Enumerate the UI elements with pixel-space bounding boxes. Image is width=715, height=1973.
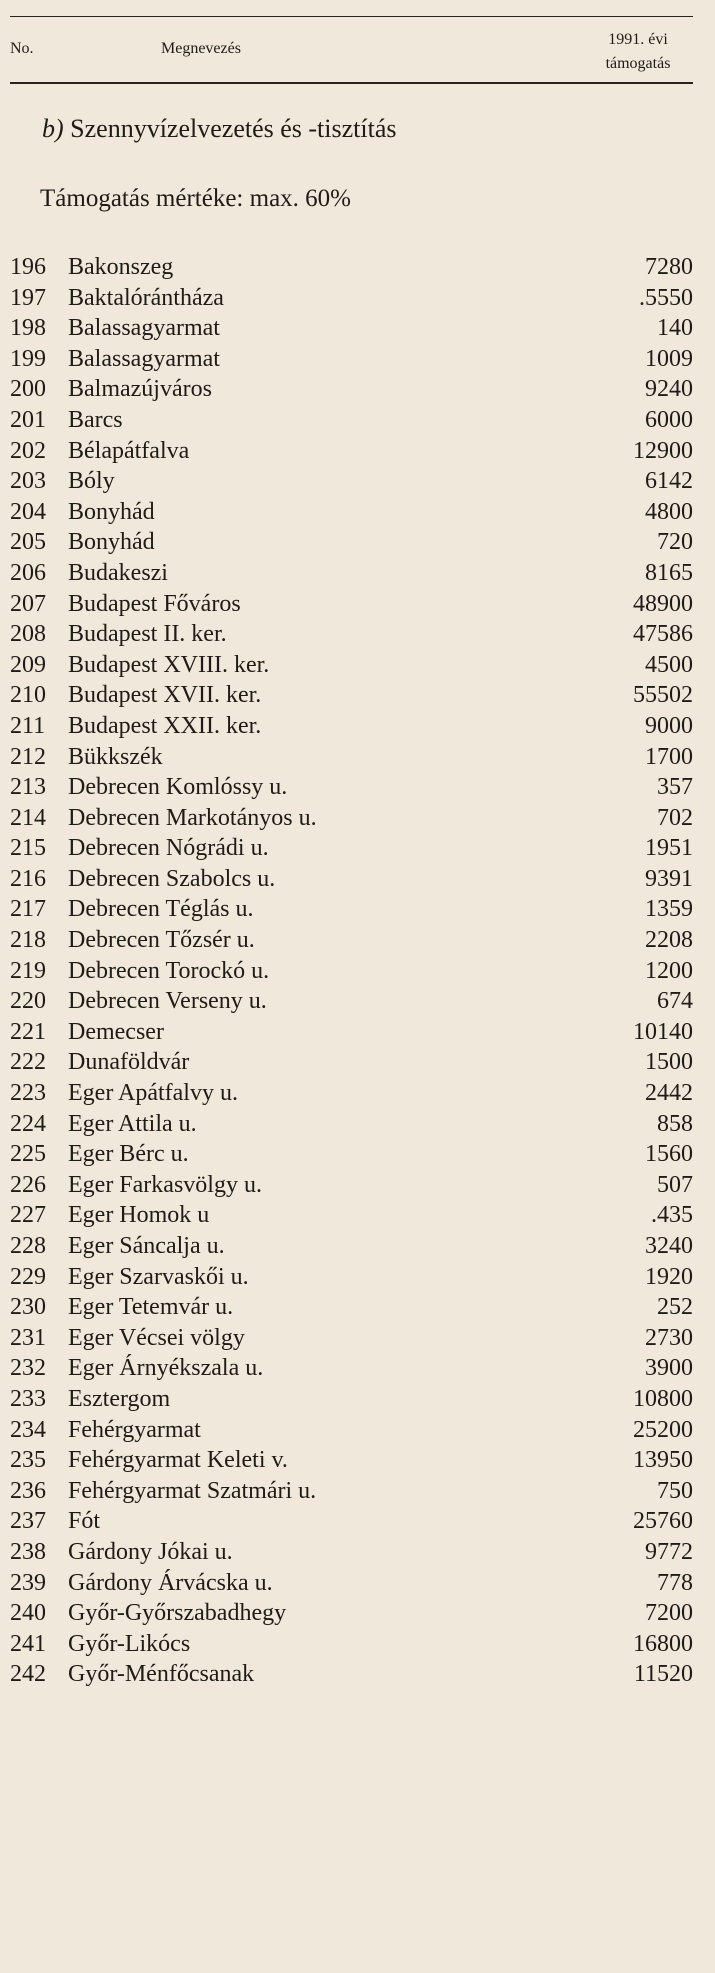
table-row	[0, 1445, 715, 1476]
header-name: Megnevezés	[161, 40, 241, 57]
row-name: Eger Apátfalvy u.	[68, 1080, 238, 1107]
table-row	[0, 344, 715, 375]
row-number: 210	[10, 682, 46, 709]
table-row	[0, 925, 715, 956]
row-name: Budapest XVII. ker.	[68, 682, 262, 709]
row-value: 9000	[645, 712, 693, 739]
header-amount	[583, 28, 693, 76]
data-table	[0, 252, 715, 1690]
row-name: Budapest XXII. ker.	[68, 712, 262, 739]
row-value: 720	[657, 529, 693, 556]
table-row	[0, 436, 715, 467]
row-number: 209	[10, 651, 46, 678]
row-number: 230	[10, 1294, 46, 1321]
table-row	[0, 374, 715, 405]
row-value: 48900	[633, 590, 693, 617]
row-name: Demecser	[68, 1018, 164, 1045]
row-value: 4800	[645, 498, 693, 525]
row-number: 213	[10, 774, 46, 801]
row-value: 1560	[645, 1141, 693, 1168]
row-value: 750	[657, 1477, 693, 1504]
row-name: Budapest II. ker.	[68, 621, 227, 648]
row-name: Eger Szarvaskői u.	[68, 1263, 249, 1290]
row-number: 204	[10, 498, 46, 525]
row-value: 55502	[633, 682, 693, 709]
row-name: Győr-Ménfőcsanak	[68, 1661, 255, 1688]
table-row	[0, 283, 715, 314]
row-value: 1200	[645, 957, 693, 984]
row-value: 11520	[633, 1661, 693, 1688]
row-number: 215	[10, 835, 46, 862]
table-row	[0, 894, 715, 925]
row-value: 702	[657, 804, 693, 831]
row-value: 1920	[645, 1263, 693, 1290]
row-value: 47586	[633, 621, 693, 648]
row-number: 238	[10, 1538, 46, 1565]
header-no: No.	[10, 40, 34, 57]
table-row	[0, 772, 715, 803]
row-value: 6142	[645, 468, 693, 495]
table-row	[0, 313, 715, 344]
row-number: 217	[10, 896, 46, 923]
support-rate: Támogatás mértéke: max. 60%	[40, 185, 351, 212]
row-name: Baktalórántháza	[68, 284, 224, 311]
table-row	[0, 1353, 715, 1384]
table-row	[0, 803, 715, 834]
header-rule	[10, 82, 693, 84]
row-name: Eger Bérc u.	[68, 1141, 189, 1168]
row-value: 252	[657, 1294, 693, 1321]
table-row	[0, 864, 715, 895]
row-name: Eger Vécsei völgy	[68, 1324, 245, 1351]
row-number: 239	[10, 1569, 46, 1596]
row-value: 16800	[633, 1630, 693, 1657]
row-value: 6000	[645, 406, 693, 433]
row-value: 1500	[645, 1049, 693, 1076]
row-number: 211	[10, 712, 46, 739]
row-name: Gárdony Árvácska u.	[68, 1569, 273, 1596]
table-row	[0, 1476, 715, 1507]
row-value: .5550	[639, 284, 693, 311]
table-row	[0, 1659, 715, 1690]
row-name: Debrecen Markotányos u.	[68, 804, 317, 831]
row-name: Gárdony Jókai u.	[68, 1538, 233, 1565]
row-number: 216	[10, 865, 46, 892]
table-row	[0, 1323, 715, 1354]
table-row	[0, 1200, 715, 1231]
row-name: Győr-Győrszabadhegy	[68, 1600, 287, 1627]
row-name: Győr-Likócs	[68, 1630, 191, 1657]
row-name: Bélapátfalva	[68, 437, 190, 464]
row-number: 226	[10, 1171, 46, 1198]
table-row	[0, 527, 715, 558]
row-number: 205	[10, 529, 46, 556]
row-value: .435	[651, 1202, 693, 1229]
row-number: 223	[10, 1080, 46, 1107]
row-value: 3240	[645, 1233, 693, 1259]
row-name: Debrecen Torockó u.	[68, 957, 270, 984]
table-row	[0, 558, 715, 589]
table-row	[0, 833, 715, 864]
row-value: 2730	[645, 1324, 693, 1351]
row-value: 140	[657, 315, 693, 342]
header-amount-line1: 1991. évi	[608, 31, 668, 48]
row-number: 220	[10, 988, 46, 1015]
table-row	[0, 1017, 715, 1048]
row-number: 208	[10, 621, 46, 648]
row-number: 237	[10, 1508, 46, 1535]
table-row	[0, 1109, 715, 1140]
table-row	[0, 1047, 715, 1078]
row-name: Fót	[68, 1508, 101, 1535]
table-row	[0, 650, 715, 681]
row-number: 200	[10, 376, 46, 403]
table-row	[0, 1415, 715, 1446]
row-number: 232	[10, 1355, 46, 1382]
table-row	[0, 711, 715, 742]
row-name: Debrecen Tőzsér u.	[68, 927, 255, 954]
row-name: Eger Sáncalja u.	[68, 1233, 225, 1259]
row-name: Debrecen Verseny u.	[68, 988, 267, 1015]
table-row	[0, 497, 715, 528]
row-number: 221	[10, 1018, 46, 1045]
row-number: 227	[10, 1202, 46, 1229]
row-number: 228	[10, 1233, 46, 1259]
table-row	[0, 1568, 715, 1599]
row-name: Bonyhád	[68, 498, 155, 525]
row-name: Budapest XVIII. ker.	[68, 651, 270, 678]
row-value: 858	[657, 1110, 693, 1137]
row-value: 12900	[633, 437, 693, 464]
table-row	[0, 956, 715, 987]
row-name: Fehérgyarmat Szatmári u.	[68, 1477, 317, 1504]
row-value: 10800	[633, 1385, 693, 1412]
row-name: Eger Homok u	[68, 1202, 210, 1229]
row-name: Dunaföldvár	[68, 1049, 190, 1076]
row-number: 219	[10, 957, 46, 984]
row-number: 197	[10, 284, 46, 311]
table-row	[0, 589, 715, 620]
row-number: 206	[10, 559, 46, 586]
row-number: 201	[10, 406, 46, 433]
row-number: 212	[10, 743, 46, 770]
row-value: 25760	[633, 1508, 693, 1535]
row-number: 218	[10, 927, 46, 954]
row-value: 3900	[645, 1355, 693, 1382]
row-value: 674	[657, 988, 693, 1015]
table-row	[0, 252, 715, 283]
table-row	[0, 1262, 715, 1293]
row-number: 224	[10, 1110, 46, 1137]
section-letter: b)	[42, 114, 64, 143]
row-value: 9391	[645, 865, 693, 892]
table-row	[0, 1537, 715, 1568]
row-number: 240	[10, 1600, 46, 1627]
row-value: 7280	[645, 254, 693, 280]
row-value: 1009	[645, 345, 693, 372]
row-number: 235	[10, 1447, 46, 1474]
table-row	[0, 1384, 715, 1415]
table-row	[0, 1292, 715, 1323]
row-name: Balassagyarmat	[68, 315, 220, 342]
row-number: 229	[10, 1263, 46, 1290]
row-value: 2208	[645, 927, 693, 954]
row-number: 203	[10, 468, 46, 495]
table-row	[0, 1078, 715, 1109]
row-value: 1700	[645, 743, 693, 770]
row-value: 9772	[645, 1538, 693, 1565]
row-value: 25200	[633, 1416, 693, 1443]
row-name: Bakonszeg	[68, 254, 174, 280]
row-name: Fehérgyarmat	[68, 1416, 201, 1443]
row-value: 778	[657, 1569, 693, 1596]
row-number: 233	[10, 1385, 46, 1412]
section-title	[42, 114, 397, 144]
row-name: Eger Farkasvölgy u.	[68, 1171, 262, 1198]
table-row	[0, 619, 715, 650]
row-name: Bükkszék	[68, 743, 163, 770]
row-number: 199	[10, 345, 46, 372]
table-row	[0, 466, 715, 497]
section-title-text: Szennyvízelvezetés és -tisztítás	[70, 114, 397, 143]
row-name: Esztergom	[68, 1385, 171, 1412]
row-number: 234	[10, 1416, 46, 1443]
row-value: 10140	[633, 1018, 693, 1045]
row-value: 8165	[645, 559, 693, 586]
row-name: Budapest Főváros	[68, 590, 241, 617]
table-row	[0, 680, 715, 711]
row-number: 236	[10, 1477, 46, 1504]
top-rule	[10, 16, 693, 17]
row-value: 1951	[645, 835, 693, 862]
row-number: 231	[10, 1324, 46, 1351]
table-row	[0, 986, 715, 1017]
row-value: 9240	[645, 376, 693, 403]
row-name: Debrecen Szabolcs u.	[68, 865, 276, 892]
row-name: Debrecen Nógrádi u.	[68, 835, 269, 862]
row-value: 7200	[645, 1600, 693, 1627]
row-name: Bóly	[68, 468, 115, 495]
row-name: Eger Tetemvár u.	[68, 1294, 234, 1321]
row-number: 222	[10, 1049, 46, 1076]
row-number: 207	[10, 590, 46, 617]
row-value: 507	[657, 1171, 693, 1198]
header-amount-line2: támogatás	[605, 55, 671, 72]
row-number: 242	[10, 1661, 46, 1688]
row-value: 1359	[645, 896, 693, 923]
row-number: 198	[10, 315, 46, 342]
row-name: Barcs	[68, 406, 123, 433]
row-name: Budakeszi	[68, 559, 168, 586]
row-name: Eger Árnyékszala u.	[68, 1355, 264, 1382]
table-row	[0, 1629, 715, 1660]
row-number: 214	[10, 804, 46, 831]
table-row	[0, 1231, 715, 1262]
row-value: 357	[657, 774, 693, 801]
row-value: 13950	[633, 1447, 693, 1474]
row-value: 4500	[645, 651, 693, 678]
row-number: 202	[10, 437, 46, 464]
row-number: 225	[10, 1141, 46, 1168]
row-name: Balmazújváros	[68, 376, 212, 403]
table-row	[0, 405, 715, 436]
row-name: Fehérgyarmat Keleti v.	[68, 1447, 288, 1474]
row-number: 196	[10, 254, 46, 280]
row-name: Debrecen Komlóssy u.	[68, 774, 288, 801]
row-name: Bonyhád	[68, 529, 155, 556]
row-name: Balassagyarmat	[68, 345, 220, 372]
row-name: Debrecen Téglás u.	[68, 896, 254, 923]
table-row	[0, 1598, 715, 1629]
row-number: 241	[10, 1630, 46, 1657]
row-name: Eger Attila u.	[68, 1110, 197, 1137]
table-row	[0, 1139, 715, 1170]
table-row	[0, 1506, 715, 1537]
row-value: 2442	[645, 1080, 693, 1107]
table-row	[0, 1170, 715, 1201]
table-row	[0, 742, 715, 773]
